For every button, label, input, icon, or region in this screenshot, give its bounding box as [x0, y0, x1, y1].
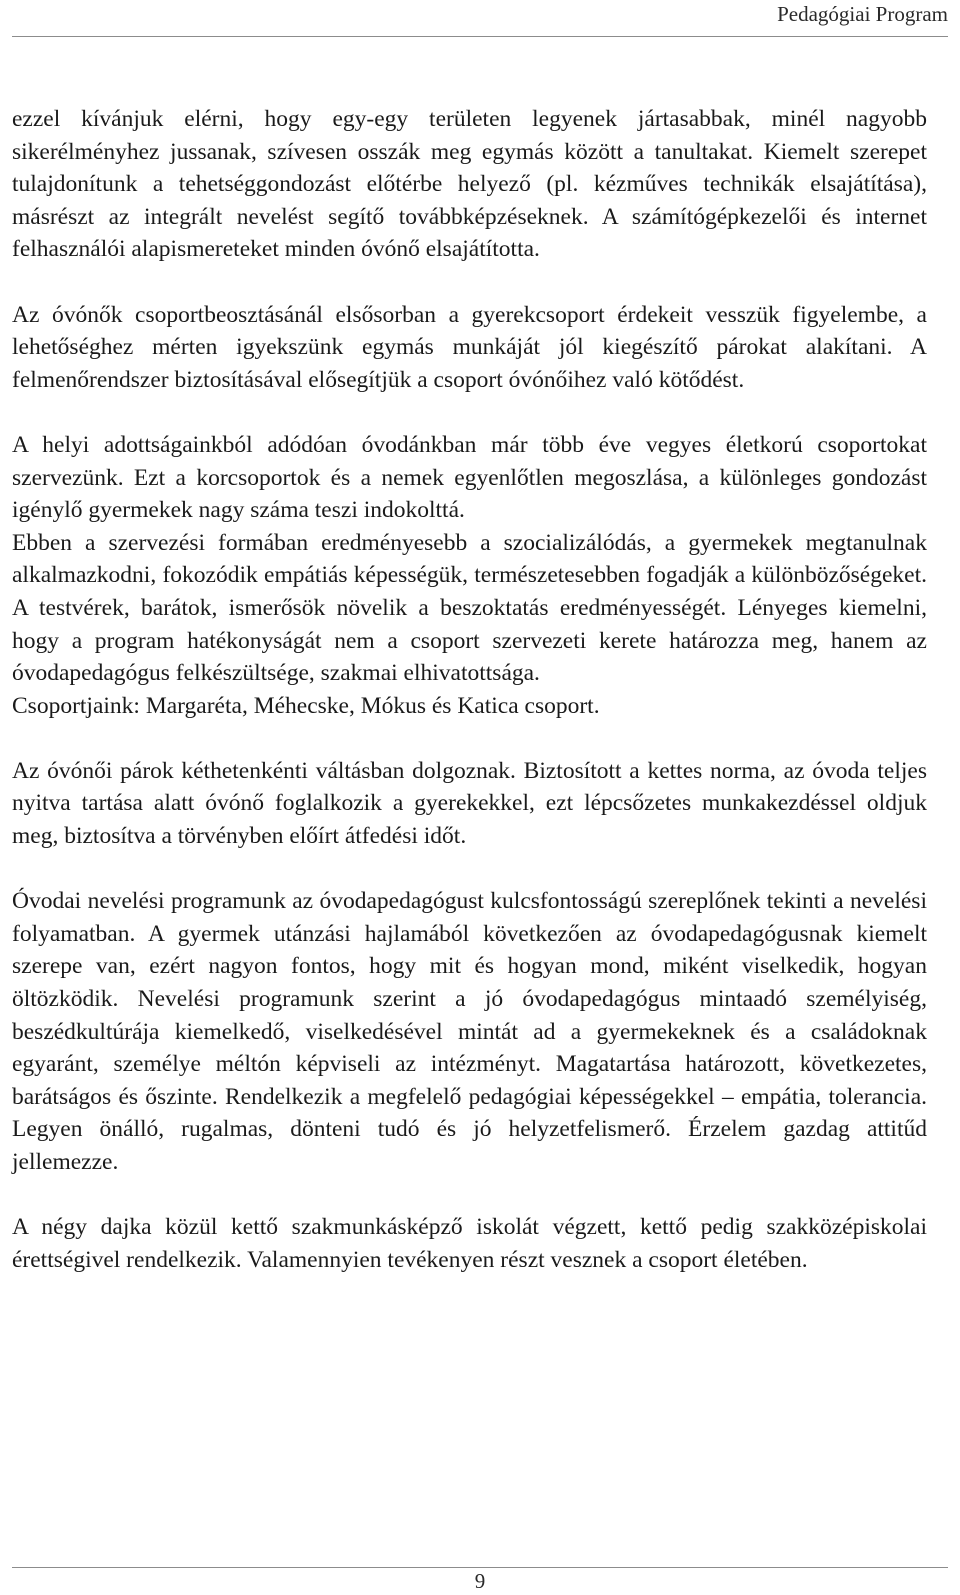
paragraph: Óvodai nevelési programunk az óvodapedagógust kulcsfontosságú szereplőnek tekinti a nevelési folyamatban. A gyermek utánzási hajlamából következően az óvodapedagógusnak kiemelt szerepe van, ezért nagyon fontos, hogy mit és hogyan mond, miként viselkedik, hogyan öltözködik. Nevelési programunk szerint a jó óvodapedagógus mintaadó személyiség, beszédkultúrája kiemelkedő, viselkedésével mintát ad a gyermekeknek és a családoknak egyaránt, személye méltón képviseli az intézményt. Magatartása határozott, következetes, barátságos és őszinte. Rendelkezik a megfelelő pedagógiai képességekkel – empátia, tolerancia. Legyen önálló, rugalmas, dönteni tudó és jó helyzetfelismerő. Érzelem gazdag attitűd jellemezze.: [12, 888, 927, 1175]
paragraph: A négy dajka közül kettő szakmunkásképző iskolát végzett, kettő pedig szakközépiskolai érettségivel rendelkezik. Valamennyien tevékenyen részt vesznek a csoport életében.: [12, 1214, 927, 1273]
page-header: [12, 0, 948, 37]
paragraph: A helyi adottságainkból adódóan óvodánkban már több éve vegyes életkorú csoportokat szervezünk. Ezt a korcsoportok és a nemek egyenlőtlen megoszlása, a különleges gondozást igénylő gyermekek nagy száma teszi indokolttá.: [12, 431, 927, 524]
paragraph: ezzel kívánjuk elérni, hogy egy-egy területen legyenek jártasabbak, minél nagyobb sikerélményhez jussanak, szívesen osszák meg egymás között a tanultakat. Kiemelt szerepet tulajdonítunk a tehetséggondozást előtérbe helyező (pl. kézműves technikák elsajátítása), másrészt az integrált nevelést segítő továbbképzéseknek. A számítógépkezelői és internet felhasználói alapismereteket minden óvónő elsajátította.: [12, 106, 927, 263]
paragraph: Az óvónői párok kéthetenkénti váltásban dolgoznak. Biztosított a kettes norma, az óvoda teljes nyitva tartása alatt óvónő foglalkozik a gyerekekkel, ezt lépcsőzetes munkakezdéssel oldjuk meg, biztosítva a törvényben előírt átfedési időt.: [12, 757, 927, 850]
page-number: 9: [474, 1569, 486, 1593]
paragraph: Csoportjaink: Margaréta, Méhecske, Mókus és Katica csoport.: [12, 692, 600, 719]
paragraph: Az óvónők csoportbeosztásánál elsősorban a gyerekcsoport érdekeit vesszük figyelembe, a lehetőséghez mérten igyekszünk egymás munkáját jól kiegészítő párokat alakítani. A felmenőrendszer biztosításával elősegítjük a csoport óvónőihez való kötődést.: [12, 301, 927, 393]
paragraph: Ebben a szervezési formában eredményesebb a szocializálódás, a gyermekek megtanulnak alkalmazkodni, fokozódik empátiás képességük, természetesebben fogadják a különbözőségeket. A testvérek, barátok, ismerősök növelik a beszoktatás eredményességét. Lényeges kiemelni, hogy a program hatékonyságát nem a csoport szervezeti kerete határozza meg, hanem az óvodapedagógus felkészültsége, szakmai elhivatottsága.: [12, 529, 927, 687]
header-title: Pedagógiai Program: [777, 2, 948, 26]
page-footer: [12, 1567, 948, 1594]
document-body: [12, 103, 927, 1276]
